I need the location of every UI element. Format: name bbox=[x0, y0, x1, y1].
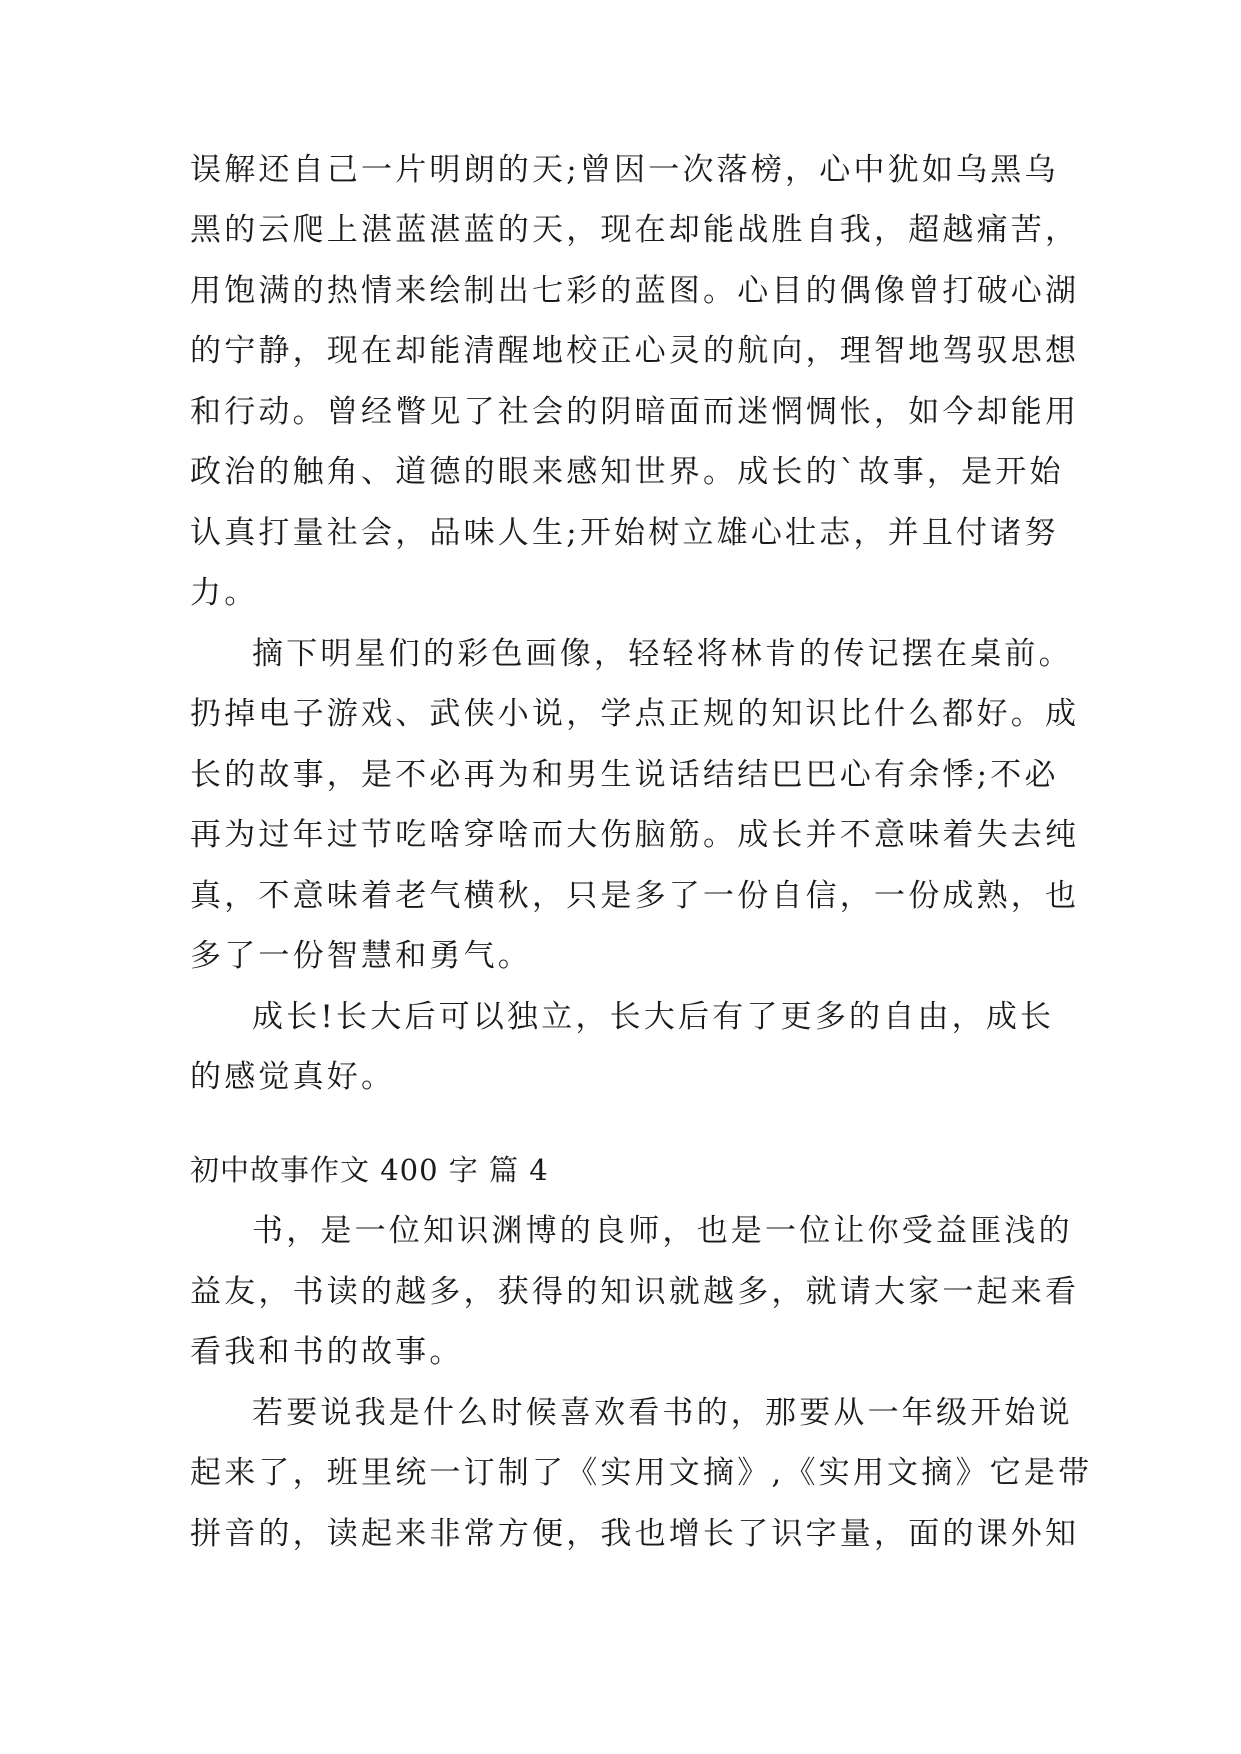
text-line: 用饱满的热情来绘制出七彩的蓝图。心目的偶像曾打破心湖 bbox=[190, 273, 1080, 309]
text-line: 认真打量社会，品味人生;开始树立雄心壮志，并且付诸努 bbox=[190, 515, 1059, 551]
text-line: 起来了，班里统一订制了《实用文摘》,《实用文摘》它是带 bbox=[190, 1455, 1093, 1491]
text-line: 真，不意味着老气横秋，只是多了一份自信，一份成熟，也 bbox=[190, 878, 1080, 914]
text-line: 看我和书的故事。 bbox=[190, 1334, 464, 1370]
text-line: 长的故事，是不必再为和男生说话结结巴巴心有余悸;不必 bbox=[190, 757, 1059, 793]
text-line: 若要说我是什么时候喜欢看书的，那要从一年级开始说 bbox=[252, 1395, 1073, 1431]
text-line: 益友，书读的越多，获得的知识就越多，就请大家一起来看 bbox=[190, 1274, 1080, 1310]
text-line: 力。 bbox=[190, 575, 259, 611]
text-line: 误解还自己一片明朗的天;曾因一次落榜，心中犹如乌黑乌 bbox=[190, 152, 1059, 188]
text-line: 的感觉真好。 bbox=[190, 1059, 396, 1095]
text-line: 书，是一位知识渊博的良师，也是一位让你受益匪浅的 bbox=[252, 1213, 1073, 1249]
section-heading: 初中故事作文 400 字 篇 4 bbox=[190, 1153, 549, 1187]
text-line: 扔掉电子游戏、武侠小说，学点正规的知识比什么都好。成 bbox=[190, 696, 1080, 732]
text-line: 摘下明星们的彩色画像，轻轻将林肯的传记摆在桌前。 bbox=[252, 636, 1073, 672]
text-line: 再为过年过节吃啥穿啥而大伤脑筋。成长并不意味着失去纯 bbox=[190, 817, 1080, 853]
text-line: 政治的触角、道德的眼来感知世界。成长的`故事，是开始 bbox=[190, 454, 1064, 490]
text-line: 成长!长大后可以独立，长大后有了更多的自由，成长 bbox=[252, 999, 1055, 1035]
text-line: 拼音的，读起来非常方便，我也增长了识字量，面的课外知 bbox=[190, 1516, 1080, 1552]
text-line: 黑的云爬上湛蓝湛蓝的天，现在却能战胜自我，超越痛苦， bbox=[190, 212, 1080, 248]
text-line: 的宁静，现在却能清醒地校正心灵的航向，理智地驾驭思想 bbox=[190, 333, 1080, 369]
text-line: 和行动。曾经瞥见了社会的阴暗面而迷惘惆怅，如今却能用 bbox=[190, 394, 1080, 430]
text-line: 多了一份智慧和勇气。 bbox=[190, 938, 532, 974]
